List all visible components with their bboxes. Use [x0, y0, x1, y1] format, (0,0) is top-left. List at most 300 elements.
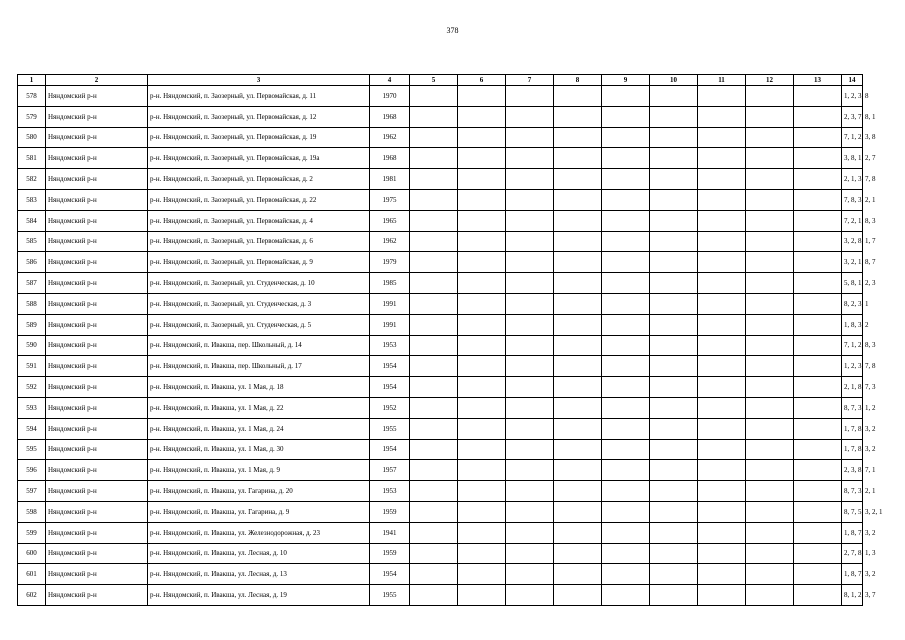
- empty-cell-col-12: [746, 522, 794, 543]
- empty-cell-col-8: [554, 210, 602, 231]
- address-cell: р-н. Няндомский, п. Ивакша, пер. Школьный, д. 17: [148, 356, 370, 377]
- table-row: [18, 210, 863, 231]
- empty-cell-col-9: [602, 481, 650, 502]
- year-cell: 1991: [370, 293, 410, 314]
- empty-cell-col-6: [458, 501, 506, 522]
- empty-cell-col-11: [698, 106, 746, 127]
- column-header-1: 1: [18, 75, 46, 86]
- row-number-cell: 599: [18, 522, 46, 543]
- row-number-cell: 601: [18, 564, 46, 585]
- district-cell: Няндомский р-н: [46, 439, 148, 460]
- empty-cell-col-7: [506, 127, 554, 148]
- empty-cell-col-7: [506, 418, 554, 439]
- year-cell: 1954: [370, 377, 410, 398]
- empty-cell-col-9: [602, 397, 650, 418]
- empty-cell-col-13: [794, 169, 842, 190]
- empty-cell-col-12: [746, 252, 794, 273]
- empty-cell-col-8: [554, 252, 602, 273]
- empty-cell-col-10: [650, 273, 698, 294]
- table-row: [18, 273, 863, 294]
- empty-cell-col-7: [506, 106, 554, 127]
- empty-cell-col-12: [746, 189, 794, 210]
- year-cell: 1965: [370, 210, 410, 231]
- empty-cell-col-7: [506, 543, 554, 564]
- empty-cell-col-13: [794, 439, 842, 460]
- empty-cell-col-13: [794, 543, 842, 564]
- address-cell: р-н. Няндомский, п. Ивакша, ул. 1 Мая, д. 22: [148, 397, 370, 418]
- empty-cell-col-7: [506, 231, 554, 252]
- column-header-5: 5: [410, 75, 458, 86]
- empty-cell-col-9: [602, 501, 650, 522]
- empty-cell-col-11: [698, 356, 746, 377]
- empty-cell-col-5: [410, 397, 458, 418]
- empty-cell-col-8: [554, 501, 602, 522]
- address-cell: р-н. Няндомский, п. Ивакша, ул. Лесная, д. 10: [148, 543, 370, 564]
- column-header-11: 11: [698, 75, 746, 86]
- table-row: [18, 148, 863, 169]
- empty-cell-col-11: [698, 148, 746, 169]
- empty-cell-col-10: [650, 148, 698, 169]
- code-cell: 2, 3, 7, 8, 1: [842, 106, 863, 127]
- empty-cell-col-13: [794, 314, 842, 335]
- district-cell: Няндомский р-н: [46, 501, 148, 522]
- empty-cell-col-12: [746, 439, 794, 460]
- year-cell: 1954: [370, 439, 410, 460]
- empty-cell-col-5: [410, 356, 458, 377]
- table-header: [18, 75, 863, 86]
- empty-cell-col-6: [458, 106, 506, 127]
- empty-cell-col-6: [458, 293, 506, 314]
- empty-cell-col-6: [458, 522, 506, 543]
- empty-cell-col-5: [410, 189, 458, 210]
- address-cell: р-н. Няндомский, п. Заозерный, ул. Студенческая, д. 5: [148, 314, 370, 335]
- empty-cell-col-10: [650, 86, 698, 107]
- district-cell: Няндомский р-н: [46, 210, 148, 231]
- empty-cell-col-6: [458, 314, 506, 335]
- empty-cell-col-5: [410, 501, 458, 522]
- empty-cell-col-8: [554, 460, 602, 481]
- address-cell: р-н. Няндомский, п. Заозерный, ул. Студенческая, д. 10: [148, 273, 370, 294]
- row-number-cell: 587: [18, 273, 46, 294]
- empty-cell-col-8: [554, 377, 602, 398]
- empty-cell-col-11: [698, 460, 746, 481]
- empty-cell-col-7: [506, 439, 554, 460]
- empty-cell-col-13: [794, 564, 842, 585]
- empty-cell-col-10: [650, 356, 698, 377]
- empty-cell-col-11: [698, 585, 746, 606]
- empty-cell-col-11: [698, 169, 746, 190]
- empty-cell-col-6: [458, 397, 506, 418]
- district-cell: Няндомский р-н: [46, 127, 148, 148]
- district-cell: Няндомский р-н: [46, 481, 148, 502]
- empty-cell-col-11: [698, 377, 746, 398]
- empty-cell-col-13: [794, 460, 842, 481]
- district-cell: Няндомский р-н: [46, 106, 148, 127]
- empty-cell-col-6: [458, 252, 506, 273]
- district-cell: Няндомский р-н: [46, 356, 148, 377]
- year-cell: 1968: [370, 106, 410, 127]
- empty-cell-col-7: [506, 377, 554, 398]
- empty-cell-col-6: [458, 543, 506, 564]
- empty-cell-col-5: [410, 522, 458, 543]
- empty-cell-col-6: [458, 439, 506, 460]
- empty-cell-col-13: [794, 273, 842, 294]
- empty-cell-col-8: [554, 106, 602, 127]
- row-number-cell: 584: [18, 210, 46, 231]
- year-cell: 1954: [370, 564, 410, 585]
- empty-cell-col-12: [746, 106, 794, 127]
- district-cell: Няндомский р-н: [46, 397, 148, 418]
- district-cell: Няндомский р-н: [46, 522, 148, 543]
- empty-cell-col-8: [554, 418, 602, 439]
- address-cell: р-н. Няндомский, п. Заозерный, ул. Первомайская, д. 2: [148, 169, 370, 190]
- row-number-cell: 579: [18, 106, 46, 127]
- district-cell: Няндомский р-н: [46, 585, 148, 606]
- empty-cell-col-12: [746, 377, 794, 398]
- code-cell: 2, 3, 8, 7, 1: [842, 460, 863, 481]
- empty-cell-col-11: [698, 273, 746, 294]
- empty-cell-col-7: [506, 356, 554, 377]
- year-cell: 1953: [370, 481, 410, 502]
- table-row: [18, 335, 863, 356]
- row-number-cell: 592: [18, 377, 46, 398]
- empty-cell-col-5: [410, 86, 458, 107]
- row-number-cell: 585: [18, 231, 46, 252]
- empty-cell-col-7: [506, 293, 554, 314]
- empty-cell-col-7: [506, 522, 554, 543]
- empty-cell-col-7: [506, 252, 554, 273]
- empty-cell-col-8: [554, 356, 602, 377]
- table-row: [18, 86, 863, 107]
- empty-cell-col-8: [554, 439, 602, 460]
- empty-cell-col-5: [410, 210, 458, 231]
- empty-cell-col-10: [650, 543, 698, 564]
- empty-cell-col-12: [746, 314, 794, 335]
- row-number-cell: 583: [18, 189, 46, 210]
- empty-cell-col-10: [650, 169, 698, 190]
- empty-cell-col-11: [698, 86, 746, 107]
- code-cell: 8, 7, 5, 3, 2, 1: [842, 501, 863, 522]
- empty-cell-col-12: [746, 335, 794, 356]
- table-row: [18, 501, 863, 522]
- empty-cell-col-5: [410, 564, 458, 585]
- empty-cell-col-9: [602, 148, 650, 169]
- register-table: [17, 74, 883, 606]
- year-cell: 1970: [370, 86, 410, 107]
- empty-cell-col-13: [794, 356, 842, 377]
- year-cell: 1955: [370, 418, 410, 439]
- empty-cell-col-13: [794, 210, 842, 231]
- empty-cell-col-5: [410, 273, 458, 294]
- empty-cell-col-5: [410, 169, 458, 190]
- empty-cell-col-5: [410, 418, 458, 439]
- table-row: [18, 439, 863, 460]
- empty-cell-col-5: [410, 481, 458, 502]
- address-cell: р-н. Няндомский, п. Заозерный, ул. Первомайская, д. 9: [148, 252, 370, 273]
- empty-cell-col-13: [794, 522, 842, 543]
- empty-cell-col-7: [506, 273, 554, 294]
- empty-cell-col-9: [602, 543, 650, 564]
- empty-cell-col-6: [458, 335, 506, 356]
- empty-cell-col-9: [602, 106, 650, 127]
- empty-cell-col-6: [458, 210, 506, 231]
- column-header-4: 4: [370, 75, 410, 86]
- empty-cell-col-9: [602, 273, 650, 294]
- empty-cell-col-9: [602, 252, 650, 273]
- empty-cell-col-8: [554, 397, 602, 418]
- address-cell: р-н. Няндомский, п. Заозерный, ул. Первомайская, д. 19: [148, 127, 370, 148]
- empty-cell-col-11: [698, 397, 746, 418]
- empty-cell-col-6: [458, 460, 506, 481]
- district-cell: Няндомский р-н: [46, 335, 148, 356]
- empty-cell-col-11: [698, 501, 746, 522]
- empty-cell-col-10: [650, 439, 698, 460]
- empty-cell-col-6: [458, 273, 506, 294]
- empty-cell-col-12: [746, 148, 794, 169]
- column-header-9: 9: [602, 75, 650, 86]
- empty-cell-col-9: [602, 377, 650, 398]
- row-number-cell: 600: [18, 543, 46, 564]
- table-row: [18, 314, 863, 335]
- empty-cell-col-6: [458, 377, 506, 398]
- empty-cell-col-12: [746, 273, 794, 294]
- empty-cell-col-5: [410, 231, 458, 252]
- empty-cell-col-8: [554, 273, 602, 294]
- code-cell: 3, 8, 1, 2, 7: [842, 148, 863, 169]
- empty-cell-col-13: [794, 231, 842, 252]
- empty-cell-col-6: [458, 481, 506, 502]
- empty-cell-col-7: [506, 460, 554, 481]
- empty-cell-col-6: [458, 356, 506, 377]
- empty-cell-col-9: [602, 189, 650, 210]
- empty-cell-col-10: [650, 210, 698, 231]
- empty-cell-col-12: [746, 543, 794, 564]
- empty-cell-col-7: [506, 481, 554, 502]
- empty-cell-col-12: [746, 210, 794, 231]
- empty-cell-col-7: [506, 335, 554, 356]
- code-cell: 7, 1, 2, 3, 8: [842, 127, 863, 148]
- empty-cell-col-8: [554, 522, 602, 543]
- address-cell: р-н. Няндомский, п. Ивакша, ул. 1 Мая, д. 18: [148, 377, 370, 398]
- empty-cell-col-11: [698, 564, 746, 585]
- column-header-8: 8: [554, 75, 602, 86]
- row-number-cell: 578: [18, 86, 46, 107]
- empty-cell-col-9: [602, 585, 650, 606]
- row-number-cell: 589: [18, 314, 46, 335]
- empty-cell-col-11: [698, 231, 746, 252]
- empty-cell-col-10: [650, 377, 698, 398]
- column-header-12: 12: [746, 75, 794, 86]
- empty-cell-col-12: [746, 564, 794, 585]
- district-cell: Няндомский р-н: [46, 231, 148, 252]
- row-number-cell: 597: [18, 481, 46, 502]
- empty-cell-col-8: [554, 127, 602, 148]
- code-cell: 7, 1, 2, 8, 3: [842, 335, 863, 356]
- empty-cell-col-13: [794, 585, 842, 606]
- empty-cell-col-5: [410, 439, 458, 460]
- empty-cell-col-10: [650, 564, 698, 585]
- address-cell: р-н. Няндомский, п. Ивакша, ул. Гагарина, д. 20: [148, 481, 370, 502]
- table-row: [18, 564, 863, 585]
- empty-cell-col-7: [506, 314, 554, 335]
- code-cell: 5, 8, 1, 2, 3: [842, 273, 863, 294]
- empty-cell-col-10: [650, 231, 698, 252]
- table-row: [18, 481, 863, 502]
- code-cell: 1, 7, 8, 3, 2: [842, 418, 863, 439]
- table-row: [18, 231, 863, 252]
- table-row: [18, 127, 863, 148]
- empty-cell-col-10: [650, 106, 698, 127]
- address-cell: р-н. Няндомский, п. Заозерный, ул. Первомайская, д. 4: [148, 210, 370, 231]
- empty-cell-col-5: [410, 106, 458, 127]
- empty-cell-col-9: [602, 169, 650, 190]
- code-cell: 3, 2, 1, 8, 7: [842, 252, 863, 273]
- empty-cell-col-12: [746, 169, 794, 190]
- empty-cell-col-6: [458, 585, 506, 606]
- empty-cell-col-8: [554, 314, 602, 335]
- row-number-cell: 590: [18, 335, 46, 356]
- row-number-cell: 580: [18, 127, 46, 148]
- empty-cell-col-13: [794, 127, 842, 148]
- empty-cell-col-10: [650, 293, 698, 314]
- empty-cell-col-9: [602, 314, 650, 335]
- empty-cell-col-11: [698, 189, 746, 210]
- empty-cell-col-10: [650, 585, 698, 606]
- year-cell: 1985: [370, 273, 410, 294]
- empty-cell-col-5: [410, 314, 458, 335]
- table-row: [18, 189, 863, 210]
- district-cell: Няндомский р-н: [46, 460, 148, 481]
- empty-cell-col-7: [506, 501, 554, 522]
- table-row: [18, 377, 863, 398]
- address-cell: р-н. Няндомский, п. Ивакша, ул. 1 Мая, д. 9: [148, 460, 370, 481]
- empty-cell-col-12: [746, 481, 794, 502]
- empty-cell-col-8: [554, 86, 602, 107]
- code-cell: 1, 2, 3, 7, 8: [842, 356, 863, 377]
- empty-cell-col-5: [410, 127, 458, 148]
- district-cell: Няндомский р-н: [46, 314, 148, 335]
- year-cell: 1953: [370, 335, 410, 356]
- table-row: [18, 543, 863, 564]
- district-cell: Няндомский р-н: [46, 564, 148, 585]
- table-row: [18, 356, 863, 377]
- empty-cell-col-6: [458, 86, 506, 107]
- year-cell: 1968: [370, 148, 410, 169]
- empty-cell-col-13: [794, 293, 842, 314]
- row-number-cell: 596: [18, 460, 46, 481]
- empty-cell-col-13: [794, 377, 842, 398]
- page-number: 378: [446, 26, 459, 35]
- column-header-3: 3: [148, 75, 370, 86]
- empty-cell-col-12: [746, 356, 794, 377]
- address-cell: р-н. Няндомский, п. Заозерный, ул. Первомайская, д. 12: [148, 106, 370, 127]
- year-cell: 1941: [370, 522, 410, 543]
- code-cell: 1, 2, 3, 8: [842, 86, 863, 107]
- empty-cell-col-8: [554, 231, 602, 252]
- empty-cell-col-8: [554, 481, 602, 502]
- code-cell: 3, 2, 8, 1, 7: [842, 231, 863, 252]
- empty-cell-col-13: [794, 189, 842, 210]
- empty-cell-col-10: [650, 460, 698, 481]
- code-cell: 8, 7, 3, 1, 2: [842, 397, 863, 418]
- empty-cell-col-11: [698, 210, 746, 231]
- year-cell: 1959: [370, 501, 410, 522]
- empty-cell-col-9: [602, 564, 650, 585]
- row-number-cell: 591: [18, 356, 46, 377]
- empty-cell-col-7: [506, 189, 554, 210]
- table-row: [18, 460, 863, 481]
- empty-cell-col-12: [746, 397, 794, 418]
- empty-cell-col-8: [554, 293, 602, 314]
- empty-cell-col-10: [650, 501, 698, 522]
- address-cell: р-н. Няндомский, п. Заозерный, ул. Первомайская, д. 11: [148, 86, 370, 107]
- empty-cell-col-10: [650, 418, 698, 439]
- address-cell: р-н. Няндомский, п. Заозерный, ул. Первомайская, д. 6: [148, 231, 370, 252]
- year-cell: 1954: [370, 356, 410, 377]
- district-cell: Няндомский р-н: [46, 86, 148, 107]
- year-cell: 1952: [370, 397, 410, 418]
- row-number-cell: 595: [18, 439, 46, 460]
- empty-cell-col-11: [698, 418, 746, 439]
- empty-cell-col-5: [410, 543, 458, 564]
- empty-cell-col-10: [650, 397, 698, 418]
- table-row: [18, 106, 863, 127]
- empty-cell-col-5: [410, 252, 458, 273]
- empty-cell-col-9: [602, 86, 650, 107]
- empty-cell-col-7: [506, 564, 554, 585]
- address-cell: р-н. Няндомский, п. Заозерный, ул. Первомайская, д. 19а: [148, 148, 370, 169]
- empty-cell-col-13: [794, 481, 842, 502]
- district-cell: Няндомский р-н: [46, 169, 148, 190]
- empty-cell-col-7: [506, 148, 554, 169]
- address-cell: р-н. Няндомский, п. Ивакша, ул. 1 Мая, д. 24: [148, 418, 370, 439]
- district-cell: Няндомский р-н: [46, 252, 148, 273]
- empty-cell-col-12: [746, 418, 794, 439]
- empty-cell-col-9: [602, 356, 650, 377]
- empty-cell-col-6: [458, 169, 506, 190]
- address-cell: р-н. Няндомский, п. Ивакша, ул. Лесная, д. 13: [148, 564, 370, 585]
- address-cell: р-н. Няндомский, п. Заозерный, ул. Первомайская, д. 22: [148, 189, 370, 210]
- empty-cell-col-8: [554, 169, 602, 190]
- empty-cell-col-5: [410, 460, 458, 481]
- empty-cell-col-5: [410, 335, 458, 356]
- empty-cell-col-11: [698, 314, 746, 335]
- empty-cell-col-13: [794, 106, 842, 127]
- row-number-cell: 594: [18, 418, 46, 439]
- empty-cell-col-5: [410, 377, 458, 398]
- code-cell: 2, 7, 8, 1, 3: [842, 543, 863, 564]
- empty-cell-col-13: [794, 86, 842, 107]
- empty-cell-col-12: [746, 460, 794, 481]
- empty-cell-col-13: [794, 397, 842, 418]
- empty-cell-col-12: [746, 127, 794, 148]
- district-cell: Няндомский р-н: [46, 189, 148, 210]
- empty-cell-col-13: [794, 148, 842, 169]
- year-cell: 1962: [370, 127, 410, 148]
- empty-cell-col-10: [650, 314, 698, 335]
- header-row: [18, 75, 863, 86]
- empty-cell-col-10: [650, 127, 698, 148]
- address-cell: р-н. Няндомский, п. Ивакша, пер. Школьный, д. 14: [148, 335, 370, 356]
- empty-cell-col-11: [698, 335, 746, 356]
- code-cell: 2, 1, 3, 7, 8: [842, 169, 863, 190]
- empty-cell-col-13: [794, 335, 842, 356]
- empty-cell-col-7: [506, 86, 554, 107]
- code-cell: 1, 8, 7, 3, 2: [842, 522, 863, 543]
- empty-cell-col-11: [698, 293, 746, 314]
- empty-cell-col-10: [650, 481, 698, 502]
- empty-cell-col-9: [602, 127, 650, 148]
